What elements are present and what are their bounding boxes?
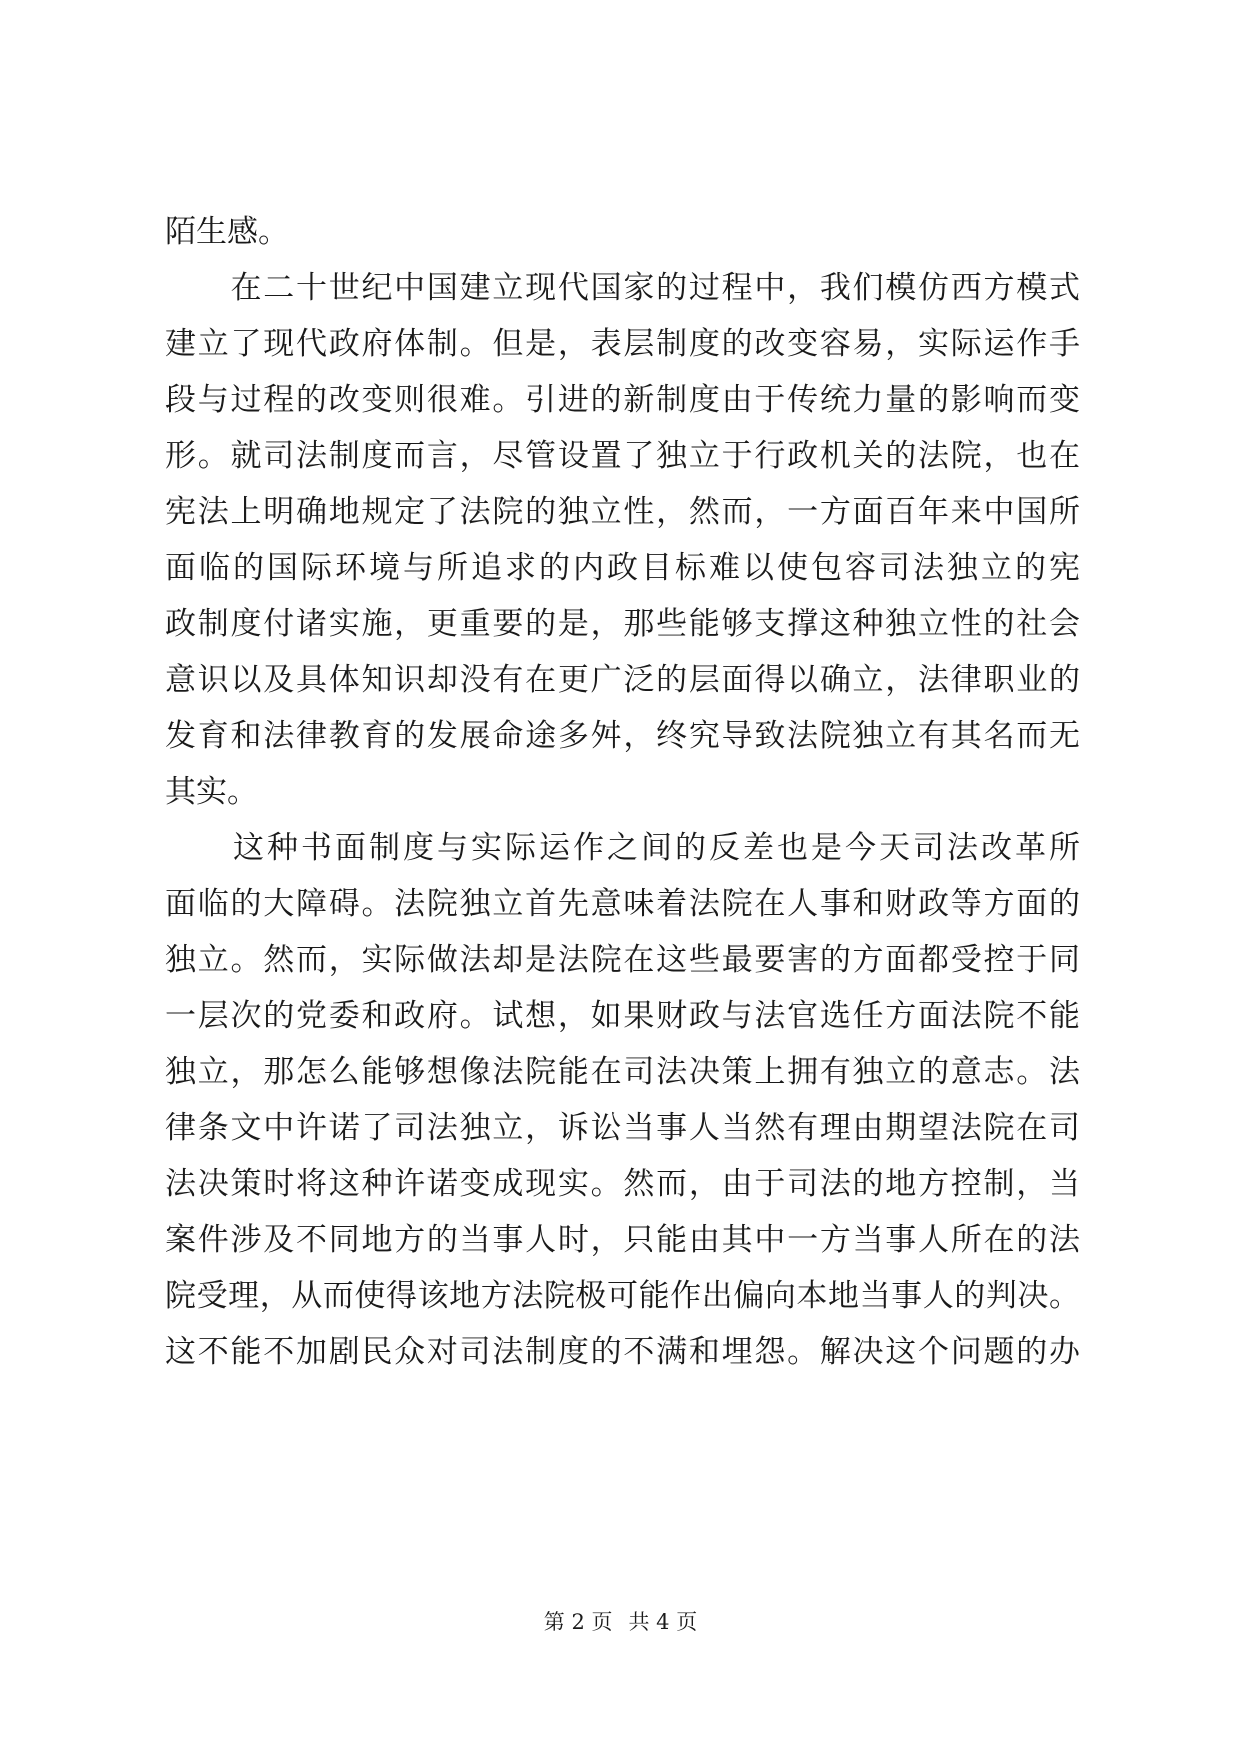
text-line: 发育和法律教育的发展命途多舛，终究导致法院独立有其名而无 xyxy=(165,718,1080,754)
text-line: 政制度付诸实施，更重要的是，那些能够支撑这种独立性的社会 xyxy=(165,606,1080,642)
text-line: 这不能不加剧民众对司法制度的不满和埋怨。解决这个问题的办 xyxy=(165,1334,1080,1370)
text-line: 这种书面制度与实际运作之间的反差也是今天司法改革所 xyxy=(165,830,1080,866)
text-line: 一层次的党委和政府。试想，如果财政与法官选任方面法院不能 xyxy=(165,998,1080,1034)
page-number: 第 2 页 xyxy=(543,1610,613,1634)
page-total: 共 4 页 xyxy=(628,1610,698,1634)
text-line: 独立。然而，实际做法却是法院在这些最要害的方面都受控于同 xyxy=(165,942,1080,978)
text-line: 院受理，从而使得该地方法院极可能作出偏向本地当事人的判决。 xyxy=(165,1278,1080,1314)
text-line: 面临的国际环境与所追求的内政目标难以使包容司法独立的宪 xyxy=(165,550,1080,586)
text-line: 律条文中许诺了司法独立，诉讼当事人当然有理由期望法院在司 xyxy=(165,1110,1080,1146)
text-line: 宪法上明确地规定了法院的独立性，然而，一方面百年来中国所 xyxy=(165,494,1080,530)
text-line: 法决策时将这种许诺变成现实。然而，由于司法的地方控制，当 xyxy=(165,1166,1080,1202)
text-line: 在二十世纪中国建立现代国家的过程中，我们模仿西方模式 xyxy=(165,270,1080,306)
text-line: 陌生感。 xyxy=(165,214,289,250)
text-line: 建立了现代政府体制。但是，表层制度的改变容易，实际运作手 xyxy=(165,326,1080,362)
text-line: 案件涉及不同地方的当事人时，只能由其中一方当事人所在的法 xyxy=(165,1222,1080,1258)
text-line: 独立，那怎么能够想像法院能在司法决策上拥有独立的意志。法 xyxy=(165,1054,1080,1090)
text-line: 段与过程的改变则很难。引进的新制度由于传统力量的影响而变 xyxy=(165,382,1080,418)
text-line: 形。就司法制度而言，尽管设置了独立于行政机关的法院，也在 xyxy=(165,438,1080,474)
text-line: 面临的大障碍。法院独立首先意味着法院在人事和财政等方面的 xyxy=(165,886,1080,922)
text-line: 意识以及具体知识却没有在更广泛的层面得以确立，法律职业的 xyxy=(165,662,1080,698)
page-footer xyxy=(0,1608,1241,1636)
text-line: 其实。 xyxy=(165,774,258,810)
